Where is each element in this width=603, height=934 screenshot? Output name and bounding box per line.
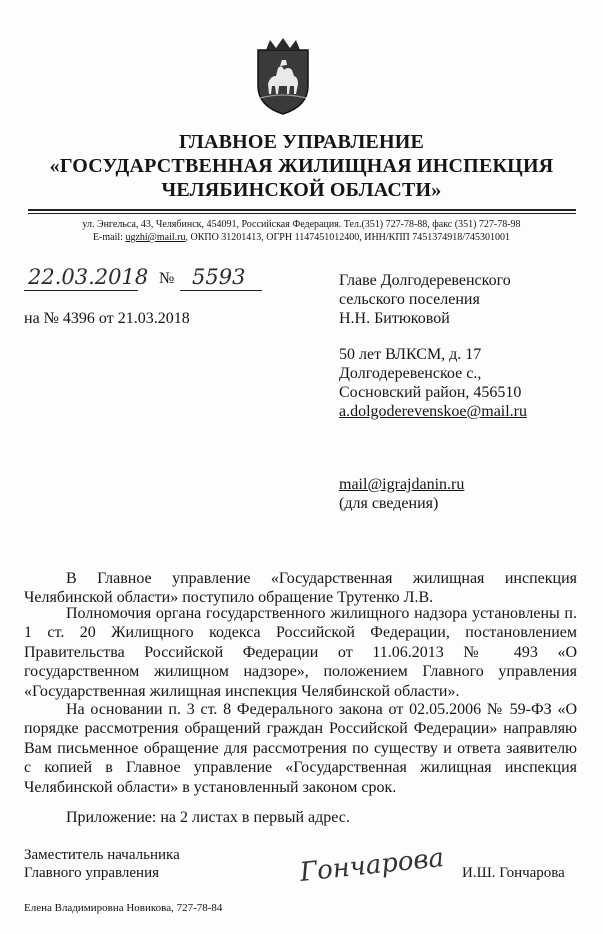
paragraph-line: В Главное управление «Государственная жилищная инспекция bbox=[66, 570, 577, 587]
date-field bbox=[24, 264, 149, 291]
recipient-address2: Долгодеревенское с., bbox=[339, 365, 482, 382]
recipient-line2: сельского поселения bbox=[339, 291, 480, 308]
paragraph-line: Правительства Российской Федерации от 11.06.2013 № 493 «О bbox=[24, 643, 577, 661]
org-title-line1: ГЛАВНОЕ УПРАВЛЕНИЕ bbox=[178, 131, 425, 153]
paragraph-1 bbox=[24, 569, 577, 608]
number-label: № bbox=[159, 270, 175, 287]
cc-email-link[interactable]: mail@igrajdanin.ru bbox=[339, 476, 465, 493]
recipient-line3: Н.Н. Битюковой bbox=[339, 310, 450, 327]
paragraph-2 bbox=[24, 604, 577, 701]
reference-number: на № 4396 от 21.03.2018 bbox=[24, 310, 190, 327]
org-email-link[interactable]: ugzhi@mail.ru bbox=[125, 232, 186, 243]
signer-position-line2: Главного управления bbox=[24, 865, 159, 881]
contact-address: ул. Энгельса, 43, Челябинск, 454091, Российская Федерация. Тел.(351) 727-78-88, факс (351) 727-78-98 bbox=[82, 219, 521, 230]
signer-name: И.Ш. Гончарова bbox=[462, 865, 565, 881]
paragraph-line: Челябинской области» поступило обращение Трутенко Л.В. bbox=[24, 589, 434, 607]
attachment-note: Приложение: на 2 листах в первый адрес. bbox=[66, 809, 350, 826]
paragraph-line: государственном жилищном надзоре», положением Главного управления bbox=[24, 663, 577, 681]
signer-position-line1: Заместитель начальника bbox=[24, 847, 180, 863]
recipient-address1: 50 лет ВЛКСМ, д. 17 bbox=[339, 346, 482, 363]
org-title-line2: «ГОСУДАРСТВЕННАЯ ЖИЛИЩНАЯ ИНСПЕКЦИЯ bbox=[49, 155, 554, 177]
number-field bbox=[180, 264, 262, 291]
paragraph-line: Вам письменное обращение для рассмотрения по существу и ответа заявителю bbox=[24, 739, 577, 757]
org-title-line3: ЧЕЛЯБИНСКОЙ ОБЛАСТИ» bbox=[161, 179, 442, 201]
paragraph-line: с копией в Главное управление «Государственная жилищная инспекция bbox=[24, 759, 577, 777]
paragraph-3 bbox=[24, 700, 577, 797]
registry-numbers: , ОКПО 31201413, ОГРН 1147451012400, ИНН/КПП 7451374918/745301001 bbox=[185, 232, 511, 243]
header-rule bbox=[28, 209, 576, 211]
recipient-email-link[interactable]: a.dolgoderevenskoe@mail.ru bbox=[339, 403, 528, 420]
handwritten-date: 22.03.2018 bbox=[28, 265, 149, 289]
contact-registry bbox=[0, 232, 603, 243]
paragraph-line: 1 ст. 20 Жилищного кодекса Российской Федерации, постановлением bbox=[24, 624, 577, 642]
executor-info: Елена Владимировна Новикова, 727-78-84 bbox=[24, 902, 223, 914]
email-label: E-mail: bbox=[92, 232, 126, 243]
paragraph-line: Челябинской области» в установленный законом срок. bbox=[24, 778, 397, 796]
recipient-line1: Главе Долгодеревенского bbox=[339, 272, 511, 289]
recipient-address3: Сосновский район, 456510 bbox=[339, 384, 522, 401]
paragraph-line: Полномочия органа государственного жилищного надзора установлены п. bbox=[66, 605, 577, 622]
paragraph-line: На основании п. 3 ст. 8 Федерального закона от 02.05.2006 № 59-ФЗ «О bbox=[66, 701, 577, 718]
cc-note: (для сведения) bbox=[339, 495, 439, 512]
chelyabinsk-emblem-icon bbox=[252, 36, 314, 116]
header-rule-thin bbox=[28, 213, 576, 214]
handwritten-number: 5593 bbox=[192, 265, 246, 289]
paragraph-line: «Государственная жилищная инспекция Челябинской области». bbox=[24, 682, 460, 700]
handwritten-signature: Гончарова bbox=[298, 842, 446, 888]
paragraph-line: порядке рассмотрения обращений граждан Российской Федерации» направляю bbox=[24, 720, 577, 738]
